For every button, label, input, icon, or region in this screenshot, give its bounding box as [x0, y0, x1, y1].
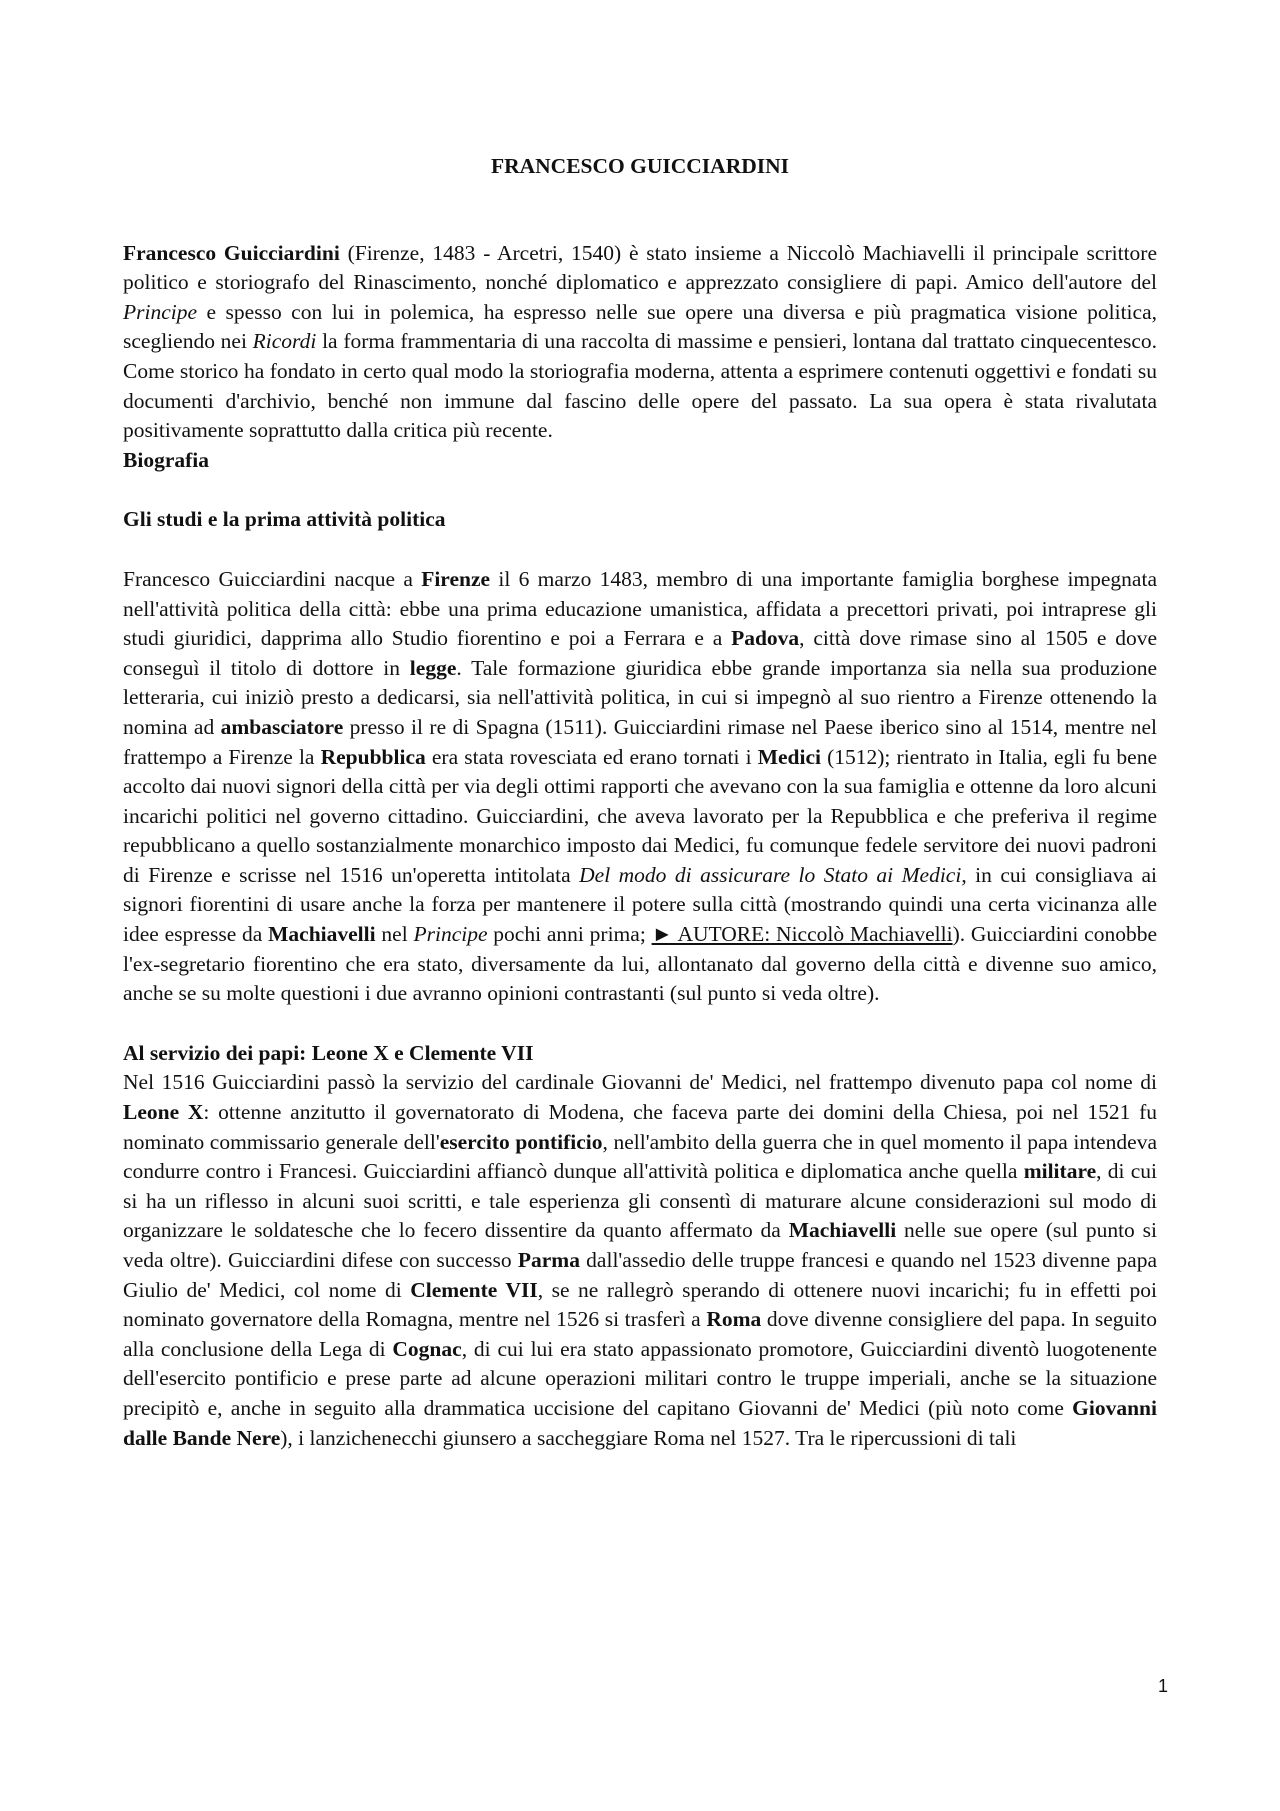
p2-bold-clemente: Clemente VII — [410, 1277, 538, 1302]
p1-text-l: pochi anni prima; — [487, 922, 652, 947]
p1-text-e: . Tale formazione giuridica ebbe grande importanza sia nella sua produzione letteraria, cui iniziò presto a dedicarsi, sia nell'attività politica, in cui si impegnò al suo rientro a Firenze ottenendo la nomina ad — [123, 655, 1157, 739]
p2-text-e: , di cui si ha un riflesso in alcuni suoi scritti, e tale esperienza gli consentì di maturare alcune considerazioni sul modo di organizzare le soldatesche che lo fecero dissentire da quanto affermato da — [123, 1159, 1157, 1243]
p2-text-h: , se ne rallegrò sperando di ottenere nuovi incarichi; fu in effetti poi nominato governatore della Romagna, mentre nel 1526 si trasferì a — [123, 1277, 1158, 1332]
p1-text-d: , città dove rimase sino al 1505 e dove conseguì il titolo di dottore in — [123, 626, 1157, 680]
p2-bold-roma: Roma — [706, 1307, 762, 1332]
p1-text-k: nel — [375, 922, 414, 947]
p2-text-i: dove divenne consigliere del papa. In seguito alla conclusione della Lega di — [123, 1307, 1157, 1361]
intro-text-1: (Firenze, 1483 - Arcetri, 1540) è stato insieme a Niccolò Machiavelli il principale scrittore politico e storiografo del Rinascimento, nonché diplomatico e apprezzato consigliere di papi. Amico dell'autore del — [123, 240, 1157, 295]
p1-bold-legge: legge — [409, 655, 457, 680]
p2-text-f: nelle sue opere (sul punto si veda oltre). Guicciardini difese con successo — [123, 1218, 1157, 1272]
intro-italic-ricordi: Ricordi — [252, 329, 317, 354]
p1-bold-firenze: Firenze — [421, 566, 491, 591]
p1-text-a: Francesco Guicciardini nacque a — [123, 566, 422, 591]
p1-text-c: il 6 marzo 1483, membro di una importante famiglia borghese impegnata nell'attività politica della città: ebbe una prima educazione umanistica, affidata a precettori privati, poi intraprese gli studi giuridici, dapprima allo Studio fiorentino e poi a Ferrara e a — [123, 566, 1157, 651]
paragraph-studi — [123, 565, 1157, 1009]
page-number: 1 — [1157, 1676, 1168, 1696]
p1-italic-principe: Principe — [413, 922, 488, 947]
heading-papi: Al servizio dei papi: Leone X e Clemente VII — [123, 1040, 534, 1065]
p1-text-h: (1512); rientrato in Italia, egli fu bene accolto dai nuovi signori della città per via degli ottimi rapporti che avevano con la sua famiglia e ottenne da loro alcuni incarichi politici nel governo cittadino. Guicciardini, che aveva lavorato per la Repubblica e che preferiva il regime repubblicano a quello sostanzialmente monarchico imposto dai Medici, fu comunque fedele servitore dei nuovi padroni di Firenze e scrisse nel 1516 un'operetta intitolata — [123, 744, 1157, 887]
p1-bold-repubblica: Repubblica — [320, 744, 426, 769]
paragraph-papi — [123, 1068, 1157, 1453]
heading-studi: Gli studi e la prima attività politica — [123, 507, 446, 532]
author-link-machiavelli[interactable]: ► AUTORE: Niccolò Machiavelli — [651, 922, 953, 947]
p1-bold-machiavelli: Machiavelli — [268, 922, 376, 947]
p2-bold-militare: militare — [1023, 1159, 1097, 1184]
p1-text-f: presso il re di Spagna (1511). Guicciardini rimase nel Paese iberico sino al 1514, mentre nel frattempo a Firenze la — [123, 714, 1157, 769]
p1-text-m: ). Guicciardini conobbe l'ex-segretario fiorentino che era stato, diversamente da lui, allontanato dal governo della città e divenne suo amico, anche se su molte questioni i due avranno opinioni contrastanti (sul punto si veda oltre). — [123, 922, 1157, 1006]
intro-name: Francesco Guicciardini — [123, 240, 340, 265]
p1-bold-ambasciatore: ambasciatore — [220, 714, 344, 739]
p2-text-a: Nel 1516 Guicciardini passò la servizio del cardinale Giovanni de' Medici, nel frattempo divenuto papa col nome di — [123, 1070, 1157, 1095]
p1-bold-medici: Medici — [757, 744, 821, 769]
intro-paragraph — [123, 239, 1157, 446]
p1-text-g: era stata rovesciata ed erano tornati i — [425, 744, 758, 769]
p2-text-k: ), i lanzichenecchi giunsero a saccheggiare Roma nel 1527. Tra le ripercussioni di tali — [280, 1425, 1017, 1450]
intro-text-3: la forma frammentaria di una raccolta di massime e pensieri, lontana dal trattato cinquecentesco. Come storico ha fondato in certo qual modo la storiografia moderna, attenta a esprimere contenuti oggettivi e fondati su documenti d'archivio, benché non immune dal fascino delle opere del passato. La sua opera è stata rivalutata positivamente soprattutto dalla critica più recente. — [123, 329, 1157, 443]
p2-bold-parma: Parma — [517, 1248, 580, 1272]
p2-bold-machiavelli: Machiavelli — [788, 1218, 897, 1243]
p1-bold-padova: Padova — [731, 626, 800, 651]
intro-text-2: e spesso con lui in polemica, ha espresso nelle sue opere una diversa e più pragmatica visione politica, scegliendo nei — [123, 299, 1157, 354]
intro-italic-principe: Principe — [123, 299, 198, 324]
p2-bold-esercito: esercito pontificio — [439, 1129, 603, 1154]
p2-bold-cognac: Cognac — [392, 1336, 462, 1361]
p2-text-d: , nell'ambito della guerra che in quel momento il papa intendeva condurre contro i Francesi. Guicciardini affiancò dunque all'attività politica e diplomatica anche quella — [123, 1129, 1157, 1184]
p2-bold-leone: Leone X — [123, 1100, 204, 1125]
p2-text-g: dall'assedio delle truppe francesi e quando nel 1523 divenne papa Giulio de' Medici, col nome di — [123, 1248, 1157, 1302]
p1-text-j: , in cui consigliava ai signori fiorentini di usare anche la forza per mantenere il potere sulla città (mostrando quindi una certa vicinanza alle idee espresse da — [123, 862, 1157, 947]
p2-text-c: : ottenne anzitutto il governatorato di Modena, che faceva parte dei domini della Chiesa, poi nel 1521 fu nominato commissario generale dell' — [123, 1100, 1157, 1154]
document-title: FRANCESCO GUICCIARDINI — [490, 154, 790, 178]
p2-bold-giovanni: Giovanni dalle Bande Nere — [123, 1395, 1157, 1450]
p2-text-j: , di cui lui era stato appassionato promotore, Guicciardini diventò luogotenente dell'esercito pontificio e prese parte ad alcune operazioni militari contro le truppe imperiali, anche se la situazione precipitò e, anche in seguito alla drammatica uccisione del capitano Giovanni de' Medici (più noto come — [123, 1336, 1157, 1420]
heading-biografia: Biografia — [123, 447, 209, 472]
p1-italic-opera: Del modo di assicurare lo Stato ai Medici — [579, 862, 962, 887]
